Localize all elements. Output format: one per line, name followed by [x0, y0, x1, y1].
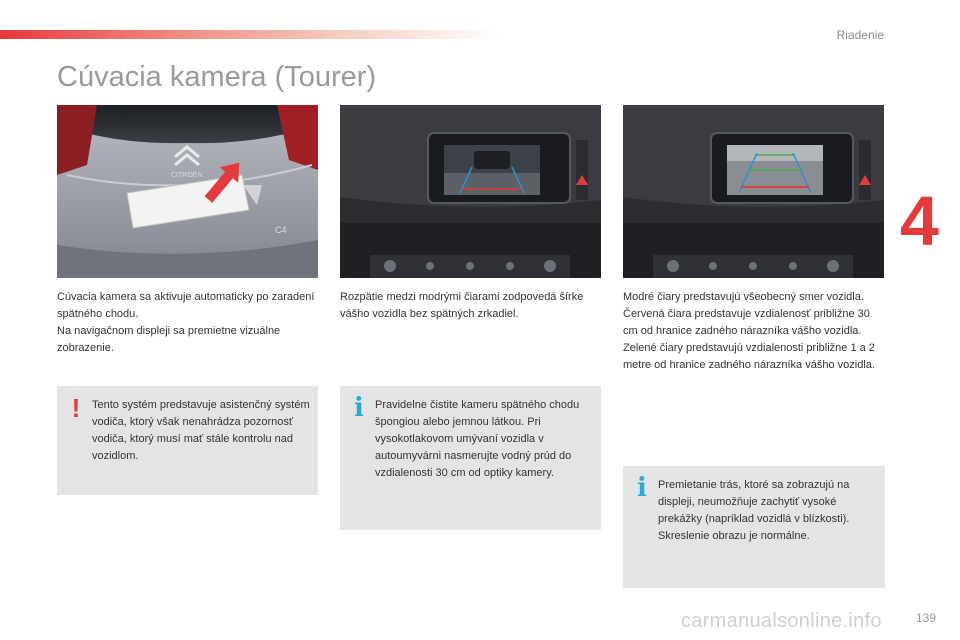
page-title: Cúvacia kamera (Tourer) [57, 61, 377, 93]
svg-text:C4: C4 [275, 225, 287, 235]
paragraph: Červená čiara predstavuje vzdialenosť približne 30 cm od hranice zadného nárazníka vášho vozidla. [623, 308, 870, 337]
watermark: carmanualsonline.info [681, 610, 882, 632]
info-icon: i [354, 393, 364, 423]
rear-camera-location-photo [57, 105, 318, 278]
exclamation-icon: ! [71, 393, 81, 423]
column-2-text [340, 289, 602, 323]
warning-notice [57, 386, 318, 495]
paragraph: Rozpätie medzi modrými čiarami zodpovedá šírke vášho vozidla bez spätných zrkadiel. [340, 291, 584, 320]
column-3-text [623, 289, 885, 374]
section-label: Riadenie [836, 28, 884, 42]
navigation-display-photo-vehicle-width [340, 105, 601, 278]
top-accent-bar [0, 30, 500, 39]
info-notice-text: Premietanie trás, ktoré sa zobrazujú na displeji, neumožňuje zachytiť vysoké prekážky (napríklad vozidlá v blízkosti). Skreslenie obrazu je normálne. [658, 479, 850, 542]
navigation-display-photo-guidelines [623, 105, 884, 278]
info-notice-cleaning [340, 386, 601, 530]
paragraph: Cúvacia kamera sa aktivuje automaticky po zaradení spätného chodu. [57, 291, 315, 320]
chapter-number: 4 [900, 182, 939, 260]
svg-text:CITROËN: CITROËN [171, 172, 203, 179]
warning-notice-text: Tento systém predstavuje asistenčný systém vodiča, ktorý však nenahrádza pozornosť vodiča, ktorý musí mať stále kontrolu nad vozidlom. [92, 399, 310, 462]
paragraph: Na navigačnom displeji sa premietne vizuálne zobrazenie. [57, 325, 281, 354]
info-notice-text: Pravidelne čistite kameru spätného chodu špongiou alebo jemnou látkou. Pri vysokotlakovom umývaní vozidla v autoumyvárni nasmerujte vodný prúd do vzdialenosti 30 cm od optiky kamery. [375, 399, 580, 479]
page-number: 139 [915, 611, 936, 625]
paragraph: Zelené čiary predstavujú vzdialenosti približne 1 a 2 metre od hranice zadného nárazníka vášho vozidla. [623, 342, 875, 371]
info-icon: i [637, 473, 647, 503]
info-notice-projection [623, 466, 885, 588]
paragraph: Modré čiary predstavujú všeobecný smer vozidla. [623, 291, 864, 303]
column-1-text [57, 289, 319, 357]
